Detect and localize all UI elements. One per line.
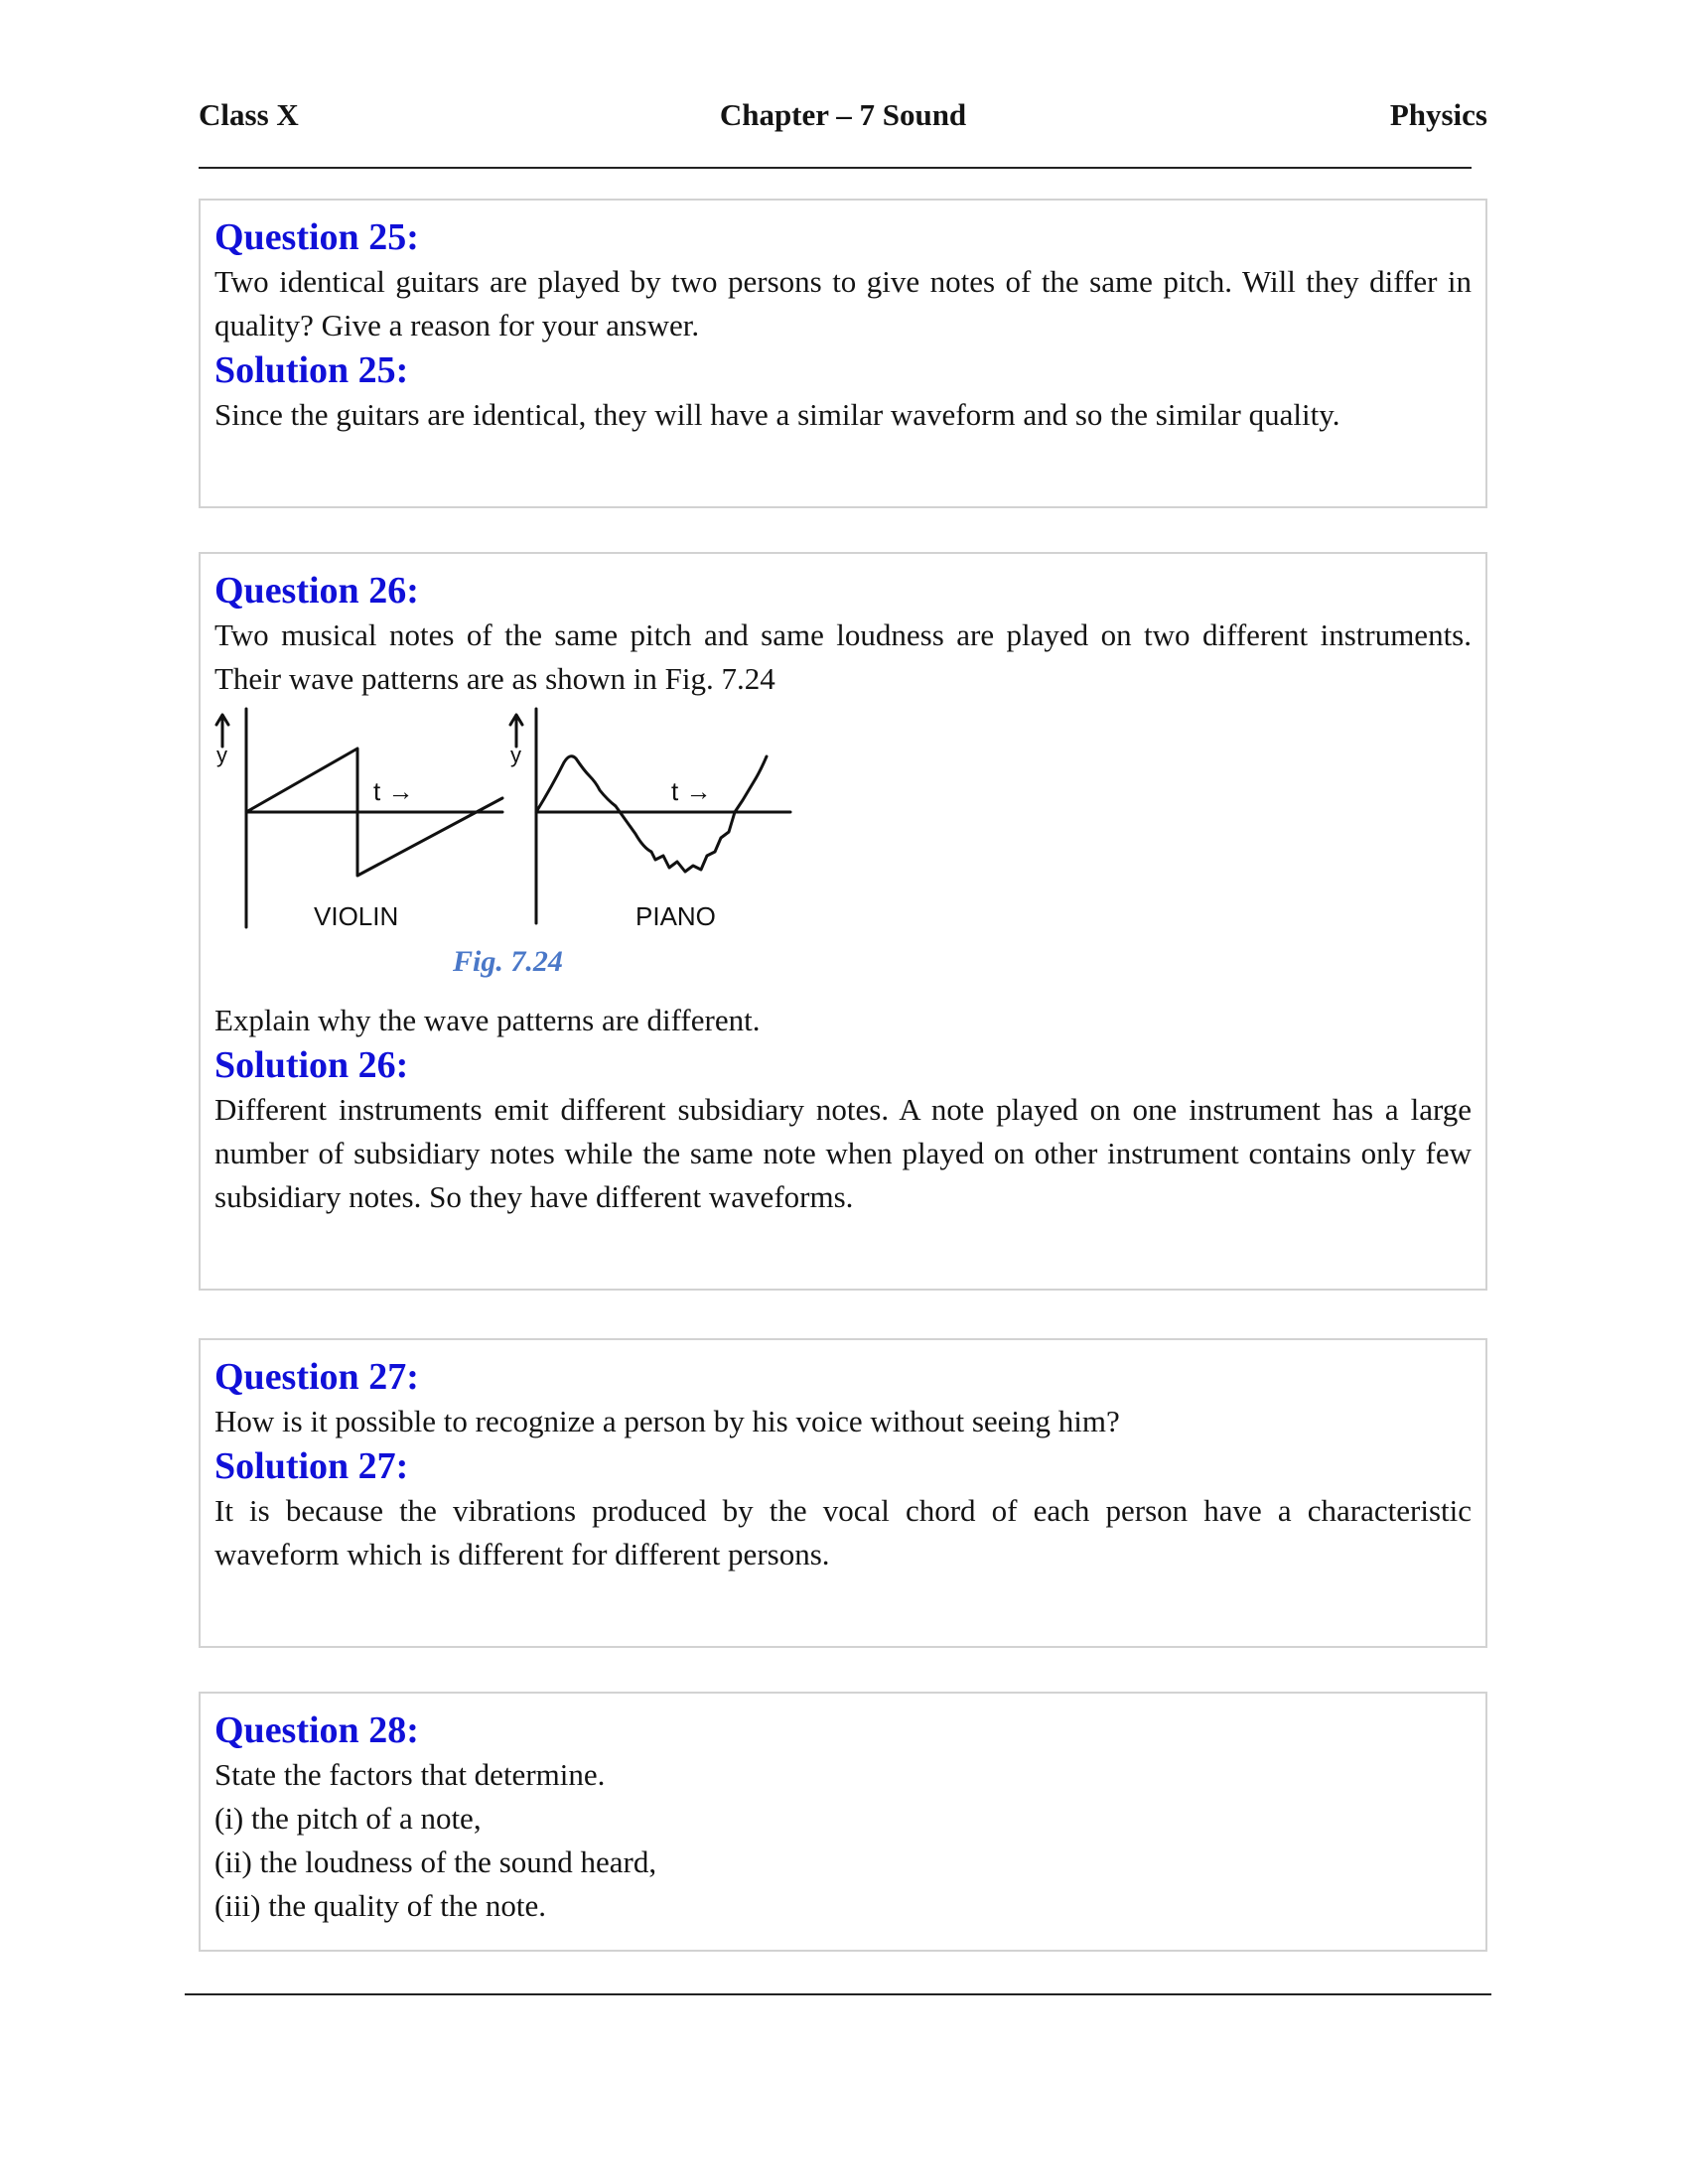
question-title: Question 26: <box>214 570 419 612</box>
figure-7-24 <box>214 701 810 999</box>
footer-rule <box>185 1993 1491 1995</box>
question-title: Question 25: <box>214 216 419 258</box>
solution-title: Solution 25: <box>214 349 409 391</box>
question-box-26 <box>199 552 1487 1291</box>
piano-waveform <box>536 756 767 872</box>
solution-title: Solution 27: <box>214 1445 409 1487</box>
figure-caption: Fig. 7.24 <box>453 945 563 978</box>
header-rule <box>199 167 1472 169</box>
page-header <box>199 97 1487 141</box>
question-text: Two musical notes of the same pitch and same loudness are played on two different instruments. Their wave patterns are as shown in Fig. 7.24 <box>214 617 1472 696</box>
subject-label: Physics <box>1389 97 1487 132</box>
question-follow-up: Explain why the wave patterns are different. <box>214 1003 761 1037</box>
violin-y-label: y <box>216 743 227 767</box>
question-text: How is it possible to recognize a person by his voice without seeing him? <box>214 1404 1120 1438</box>
violin-label: VIOLIN <box>314 901 399 931</box>
question-box-27 <box>199 1338 1487 1648</box>
piano-y-label: y <box>510 743 521 767</box>
question-title: Question 27: <box>214 1356 419 1398</box>
question-text: State the factors that determine. <box>214 1757 606 1792</box>
solution-text: It is because the vibrations produced by the vocal chord of each person have a characteristic waveform which is different for different persons. <box>214 1493 1472 1571</box>
question-box-25 <box>199 199 1487 508</box>
question-item-iii: (iii) the quality of the note. <box>214 1888 547 1923</box>
question-text: Two identical guitars are played by two persons to give notes of the same pitch. Will they differ in quality? Give a reason for your answer. <box>214 264 1472 342</box>
solution-text: Different instruments emit different subsidiary notes. A note played on one instrument has a large number of subsidiary notes while the same note when played on other instrument contains only few subsidiary notes. So they have different waveforms. <box>214 1092 1472 1214</box>
solution-title: Solution 26: <box>214 1044 409 1086</box>
piano-label: PIANO <box>635 901 716 931</box>
waveform-diagram <box>214 701 810 999</box>
violin-t-label: t → <box>373 776 414 806</box>
solution-text: Since the guitars are identical, they will have a similar waveform and so the similar quality. <box>214 397 1340 432</box>
question-item-i: (i) the pitch of a note, <box>214 1801 482 1836</box>
chapter-label: Chapter – 7 Sound <box>719 97 967 132</box>
question-box-28 <box>199 1692 1487 1952</box>
class-label: Class X <box>199 97 299 132</box>
question-item-ii: (ii) the loudness of the sound heard, <box>214 1844 657 1879</box>
piano-t-label: t → <box>671 776 712 806</box>
question-title: Question 28: <box>214 1709 419 1751</box>
